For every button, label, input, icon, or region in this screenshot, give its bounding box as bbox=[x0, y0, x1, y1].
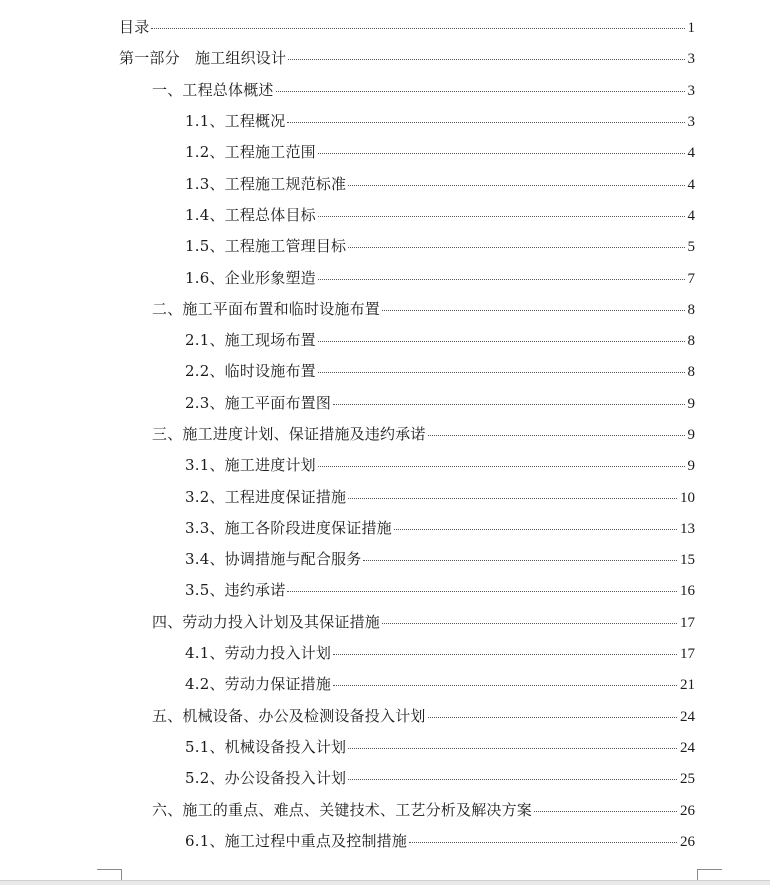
toc-entry-title[interactable]: 目录 bbox=[119, 18, 150, 37]
dot-leader bbox=[428, 434, 685, 436]
toc-entry[interactable] bbox=[0, 512, 770, 543]
toc-entry[interactable] bbox=[0, 543, 770, 574]
dot-leader bbox=[348, 778, 677, 780]
toc-entry-page-number[interactable]: 8 bbox=[687, 364, 695, 381]
toc-entry-title[interactable]: 3.5、违约承诺 bbox=[185, 581, 286, 600]
toc-entry[interactable] bbox=[0, 230, 770, 261]
toc-entry-line bbox=[0, 611, 695, 632]
toc-entry-page-number[interactable]: 15 bbox=[680, 552, 695, 569]
toc-entry[interactable] bbox=[0, 42, 770, 73]
dot-leader bbox=[382, 622, 677, 624]
toc-entry[interactable] bbox=[0, 418, 770, 449]
toc-entry[interactable] bbox=[0, 105, 770, 136]
dot-leader bbox=[348, 184, 684, 186]
toc-entry-title[interactable]: 1.1、工程概况 bbox=[185, 112, 286, 131]
toc-entry-page-number[interactable]: 8 bbox=[687, 333, 695, 350]
toc-entry-page-number[interactable]: 26 bbox=[680, 833, 695, 850]
toc-entry[interactable] bbox=[0, 199, 770, 230]
toc-entry-page-number[interactable]: 9 bbox=[687, 395, 695, 412]
toc-entry-page-number[interactable]: 4 bbox=[687, 145, 695, 162]
toc-entry-page-number[interactable]: 7 bbox=[687, 270, 695, 287]
toc-entry-page-number[interactable]: 3 bbox=[687, 114, 695, 131]
dot-leader bbox=[288, 58, 684, 60]
dot-leader bbox=[409, 841, 677, 843]
dot-leader bbox=[318, 465, 685, 467]
toc-entry-line bbox=[0, 392, 695, 413]
toc-entry[interactable] bbox=[0, 480, 770, 511]
toc-entry[interactable] bbox=[0, 293, 770, 324]
toc-entry-page-number[interactable]: 26 bbox=[680, 802, 695, 819]
dot-leader bbox=[333, 403, 684, 405]
dot-leader bbox=[333, 684, 677, 686]
toc-entry-title[interactable]: 二、施工平面布置和临时设施布置 bbox=[152, 299, 381, 318]
toc-entry-line bbox=[0, 736, 695, 757]
toc-entry[interactable] bbox=[0, 574, 770, 605]
toc-entry-title[interactable]: 1.3、工程施工规范标准 bbox=[185, 174, 347, 193]
toc-entry-page-number[interactable]: 3 bbox=[687, 51, 695, 68]
toc-entry-line bbox=[0, 705, 695, 726]
toc-entry-line bbox=[0, 642, 695, 663]
toc-entry-page-number[interactable]: 5 bbox=[687, 239, 695, 256]
dot-leader bbox=[333, 653, 677, 655]
toc-entry-title[interactable]: 5.1、机械设备投入计划 bbox=[185, 737, 347, 756]
toc-entry-page-number[interactable]: 24 bbox=[680, 739, 695, 756]
toc-entry-line bbox=[0, 47, 695, 68]
toc-entry[interactable] bbox=[0, 387, 770, 418]
toc-entry[interactable] bbox=[0, 11, 770, 42]
toc-entry-page-number[interactable]: 9 bbox=[687, 427, 695, 443]
toc-entry-line bbox=[0, 486, 695, 507]
toc-entry-line bbox=[0, 204, 695, 225]
toc-entry[interactable] bbox=[0, 668, 770, 699]
toc-entry-page-number[interactable]: 13 bbox=[680, 520, 695, 537]
toc-entry-line bbox=[0, 673, 695, 694]
toc-entry[interactable] bbox=[0, 136, 770, 167]
toc-entry-page-number[interactable]: 10 bbox=[680, 489, 695, 506]
toc-entry-page-number[interactable]: 25 bbox=[680, 771, 695, 788]
toc-entry-title[interactable]: 6.1、施工过程中重点及控制措施 bbox=[185, 831, 408, 850]
toc-entry-line bbox=[0, 423, 695, 444]
toc-entry-line bbox=[0, 141, 695, 162]
toc-entry-line bbox=[0, 548, 695, 569]
toc-entry[interactable] bbox=[0, 261, 770, 292]
toc-entry-title[interactable]: 3.2、工程进度保证措施 bbox=[185, 487, 347, 506]
toc-entry[interactable] bbox=[0, 793, 770, 824]
toc-entry-line bbox=[0, 767, 695, 788]
toc-entry-line bbox=[0, 329, 695, 350]
toc-entry-line bbox=[0, 579, 695, 600]
dot-leader bbox=[151, 27, 684, 29]
toc-entry-title[interactable]: 一、工程总体概述 bbox=[152, 80, 274, 99]
dot-leader bbox=[287, 590, 677, 592]
toc-entry-line bbox=[0, 267, 695, 288]
toc-entry-title[interactable]: 4.2、劳动力保证措施 bbox=[185, 675, 332, 694]
toc-entry-page-number[interactable]: 3 bbox=[687, 82, 695, 99]
dot-leader bbox=[348, 747, 677, 749]
toc-entry-line bbox=[0, 16, 695, 37]
toc-entry-title[interactable]: 2.1、施工现场布置 bbox=[185, 331, 316, 350]
toc-entry-line bbox=[0, 799, 695, 820]
toc-entry[interactable] bbox=[0, 74, 770, 105]
toc-entry-page-number[interactable]: 1 bbox=[687, 20, 695, 37]
dot-leader bbox=[382, 309, 684, 311]
toc-entry-title[interactable]: 3.3、施工各阶段进度保证措施 bbox=[185, 518, 392, 537]
toc-entry-page-number[interactable]: 17 bbox=[680, 614, 695, 631]
dot-leader bbox=[287, 121, 684, 123]
toc-entry-title[interactable]: 三、施工进度计划、保证措施及违约承诺 bbox=[152, 425, 426, 443]
toc-entry[interactable] bbox=[0, 449, 770, 480]
toc-entry-page-number[interactable]: 8 bbox=[687, 301, 695, 318]
toc-entry[interactable] bbox=[0, 606, 770, 637]
dot-leader bbox=[348, 246, 684, 248]
toc-entry-page-number[interactable]: 16 bbox=[680, 583, 695, 600]
toc-entry-title[interactable]: 五、机械设备、办公及检测设备投入计划 bbox=[152, 706, 426, 725]
dot-leader bbox=[318, 152, 685, 154]
toc-entry-title[interactable]: 4.1、劳动力投入计划 bbox=[185, 644, 332, 663]
toc-entry-line bbox=[0, 517, 695, 538]
toc-entry-line bbox=[0, 110, 695, 131]
toc-entry-page-number[interactable]: 4 bbox=[687, 207, 695, 224]
toc-entry[interactable] bbox=[0, 324, 770, 355]
dot-leader bbox=[318, 371, 685, 373]
toc-entry-title[interactable]: 第一部分 施工组织设计 bbox=[119, 49, 287, 68]
toc-entry-line bbox=[0, 298, 695, 319]
toc-entry-page-number[interactable]: 9 bbox=[687, 458, 695, 475]
toc-entry[interactable] bbox=[0, 355, 770, 386]
toc-entry-line bbox=[0, 360, 695, 381]
dot-leader bbox=[394, 528, 677, 530]
toc-entry-line bbox=[0, 235, 695, 256]
toc-entry-title[interactable]: 3.1、施工进度计划 bbox=[185, 456, 316, 475]
dot-leader bbox=[363, 559, 677, 561]
toc-entry-page-number[interactable]: 4 bbox=[687, 176, 695, 193]
toc-entry[interactable] bbox=[0, 825, 770, 856]
toc-entry-title[interactable]: 2.2、临时设施布置 bbox=[185, 362, 316, 381]
table-of-contents bbox=[0, 11, 770, 856]
toc-entry-page-number[interactable]: 17 bbox=[680, 646, 695, 663]
dot-leader bbox=[534, 810, 677, 812]
toc-entry-title[interactable]: 3.4、协调措施与配合服务 bbox=[185, 550, 362, 569]
page-break-gap bbox=[0, 880, 770, 885]
toc-entry-title[interactable]: 5.2、办公设备投入计划 bbox=[185, 769, 347, 788]
dot-leader bbox=[318, 215, 685, 217]
toc-entry-line bbox=[0, 454, 695, 475]
toc-entry-title[interactable]: 四、劳动力投入计划及其保证措施 bbox=[152, 612, 381, 631]
toc-entry-title[interactable]: 1.6、企业形象塑造 bbox=[185, 268, 316, 287]
dot-leader bbox=[428, 716, 677, 718]
toc-entry[interactable] bbox=[0, 731, 770, 762]
toc-entry-page-number[interactable]: 21 bbox=[680, 677, 695, 694]
toc-entry[interactable] bbox=[0, 637, 770, 668]
dot-leader bbox=[318, 278, 685, 280]
toc-entry-title[interactable]: 1.4、工程总体目标 bbox=[185, 205, 316, 224]
dot-leader bbox=[348, 497, 677, 499]
toc-entry[interactable] bbox=[0, 167, 770, 198]
dot-leader bbox=[318, 340, 685, 342]
toc-entry-title[interactable]: 2.3、施工平面布置图 bbox=[185, 393, 332, 412]
toc-entry[interactable] bbox=[0, 700, 770, 731]
toc-entry-title[interactable]: 六、施工的重点、难点、关键技术、工艺分析及解决方案 bbox=[152, 800, 533, 819]
toc-entry-page-number[interactable]: 24 bbox=[680, 708, 695, 725]
toc-entry-line bbox=[0, 830, 695, 851]
toc-entry[interactable] bbox=[0, 762, 770, 793]
toc-entry-title[interactable]: 1.5、工程施工管理目标 bbox=[185, 237, 347, 256]
toc-entry-line bbox=[0, 79, 695, 100]
toc-entry-line bbox=[0, 173, 695, 194]
toc-entry-title[interactable]: 1.2、工程施工范围 bbox=[185, 143, 316, 162]
dot-leader bbox=[276, 90, 685, 92]
